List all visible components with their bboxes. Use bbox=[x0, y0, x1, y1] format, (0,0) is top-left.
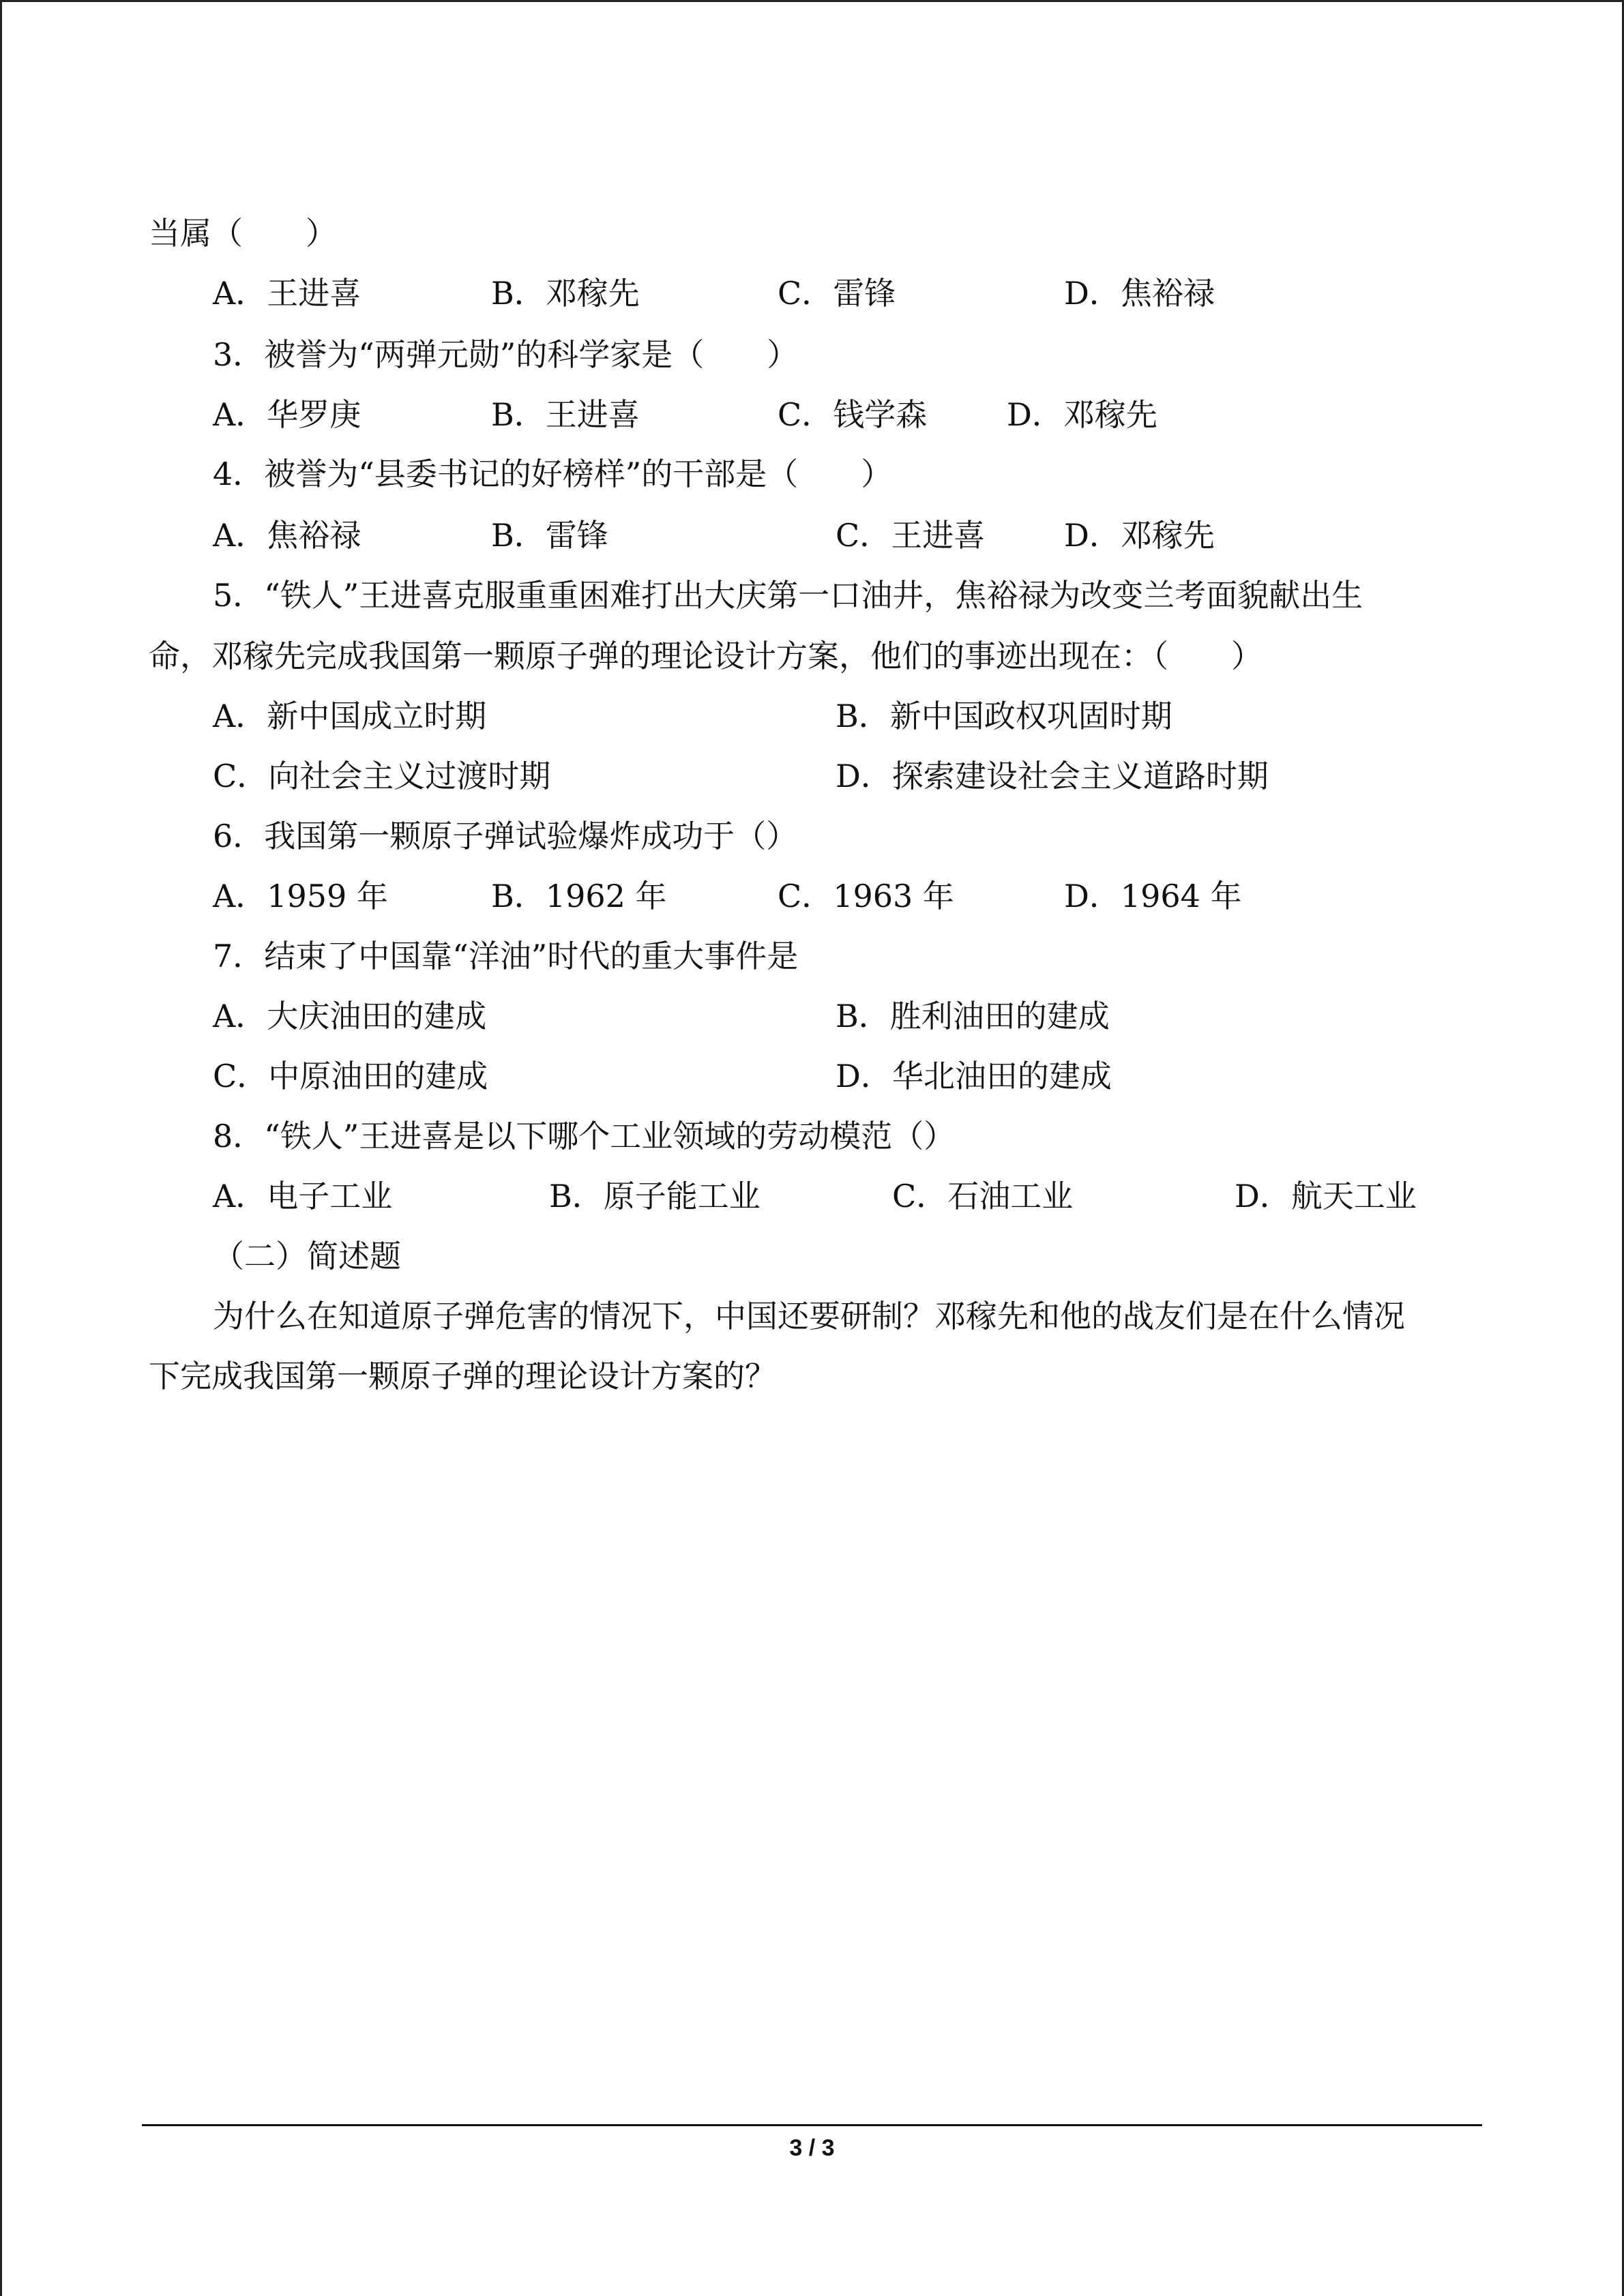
q5-stem-line2: 命，邓稼先完成我国第一颗原子弹的理论设计方案，他们的事迹出现在：（ ） bbox=[149, 638, 1263, 674]
q7-option-b: B．胜利油田的建成 bbox=[836, 998, 1110, 1034]
q2-option-c: C．雷锋 bbox=[778, 275, 896, 312]
q2-option-a: A．王进喜 bbox=[213, 275, 361, 312]
q3-option-d: D．邓稼先 bbox=[1007, 396, 1157, 433]
q5-stem-line1: 5．“铁人”王进喜克服重重困难打出大庆第一口油井，焦裕禄为改变兰考面貌献出生 bbox=[213, 577, 1363, 614]
q2-option-b: B．邓稼先 bbox=[491, 275, 640, 312]
q7-option-a: A．大庆油田的建成 bbox=[213, 998, 487, 1034]
essay-question-line2: 下完成我国第一颗原子弹的理论设计方案的？ bbox=[149, 1358, 776, 1395]
q3-option-c: C．钱学森 bbox=[778, 396, 928, 433]
q6-option-c: C．1963 年 bbox=[778, 878, 954, 914]
q4-option-b: B．雷锋 bbox=[491, 517, 608, 554]
q6-option-b: B．1962 年 bbox=[491, 878, 667, 914]
q4-stem: 4．被誉为“县委书记的好榜样”的干部是（ ） bbox=[213, 456, 893, 492]
q6-stem: 6．我国第一颗原子弹试验爆炸成功于（） bbox=[213, 818, 798, 854]
essay-question-line1: 为什么在知道原子弹危害的情况下，中国还要研制？邓稼先和他的战友们是在什么情况 bbox=[213, 1298, 1405, 1335]
q5-option-b: B．新中国政权巩固时期 bbox=[836, 698, 1172, 734]
q7-option-d: D．华北油田的建成 bbox=[836, 1058, 1112, 1094]
q2-stem-tail: 当属（ ） bbox=[149, 215, 337, 252]
section-heading-essay: （二）简述题 bbox=[213, 1238, 401, 1274]
q4-option-d: D．邓稼先 bbox=[1064, 517, 1215, 554]
page-left-border bbox=[0, 0, 2, 2296]
q8-stem: 8．“铁人”王进喜是以下哪个工业领域的劳动模范（） bbox=[213, 1118, 956, 1154]
q5-option-a: A．新中国成立时期 bbox=[213, 698, 487, 734]
q6-option-a: A．1959 年 bbox=[213, 878, 388, 914]
q7-stem: 7．结束了中国靠“洋油”时代的重大事件是 bbox=[213, 938, 799, 974]
q7-option-c: C．中原油田的建成 bbox=[213, 1058, 488, 1094]
footer-divider bbox=[142, 2124, 1482, 2126]
page-top-border bbox=[0, 0, 1624, 2]
q2-option-d: D．焦裕禄 bbox=[1064, 275, 1215, 312]
q8-option-a: A．电子工业 bbox=[213, 1178, 393, 1214]
q3-option-b: B．王进喜 bbox=[491, 396, 640, 433]
q3-option-a: A．华罗庚 bbox=[213, 396, 361, 433]
q4-option-c: C．王进喜 bbox=[836, 517, 986, 554]
q4-option-a: A．焦裕禄 bbox=[213, 517, 361, 554]
q5-option-d: D．探索建设社会主义道路时期 bbox=[836, 758, 1269, 794]
q8-option-d: D．航天工业 bbox=[1235, 1178, 1417, 1214]
q8-option-c: C．石油工业 bbox=[892, 1178, 1074, 1214]
q8-option-b: B．原子能工业 bbox=[549, 1178, 761, 1214]
q5-option-c: C．向社会主义过渡时期 bbox=[213, 758, 551, 794]
q3-stem: 3．被誉为“两弹元勋”的科学家是（ ） bbox=[213, 336, 799, 373]
q6-option-d: D．1964 年 bbox=[1064, 878, 1242, 914]
page-number: 3 / 3 bbox=[789, 2135, 835, 2161]
